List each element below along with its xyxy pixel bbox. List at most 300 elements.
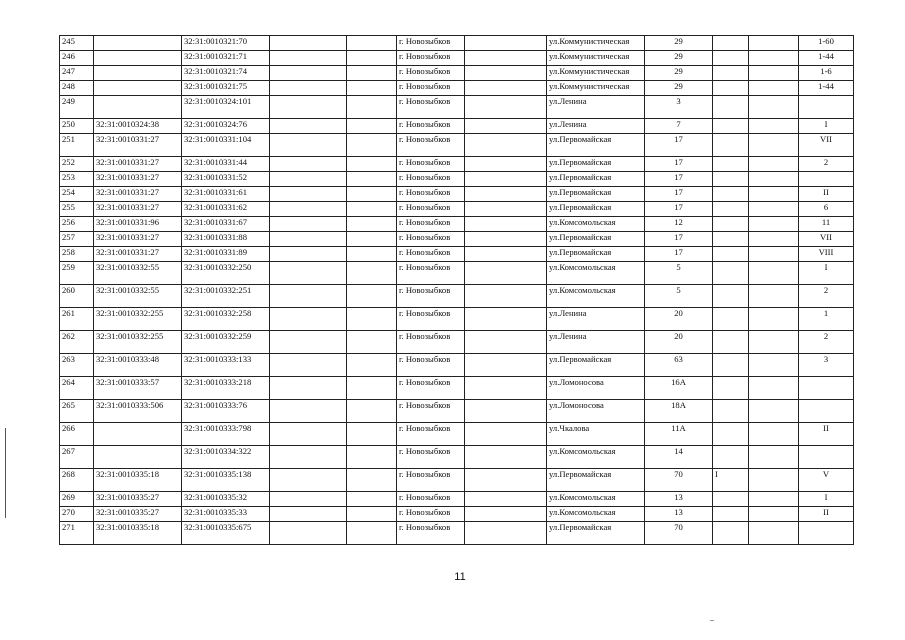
cell-row-number: 257 [60, 232, 94, 247]
cell-row-number: 269 [60, 492, 94, 507]
cell-blank-11 [749, 51, 799, 66]
cell-premises-number: 2 [799, 285, 854, 308]
cell-blank-5 [347, 51, 397, 66]
cell-blank-7 [465, 36, 547, 51]
table-row [60, 331, 854, 354]
cell-row-number: 255 [60, 202, 94, 217]
cell-house-number: 17 [645, 232, 713, 247]
cell-blank-4 [270, 157, 347, 172]
cell-row-number: 262 [60, 331, 94, 354]
cell-blank-7 [465, 492, 547, 507]
cell-blank-4 [270, 423, 347, 446]
cell-building: I [713, 469, 749, 492]
cell-blank-4 [270, 81, 347, 96]
cell-premises-number: II [799, 423, 854, 446]
cell-blank-11 [749, 469, 799, 492]
page-number: 11 [454, 571, 466, 583]
cell-parent-cadastral [94, 36, 182, 51]
cell-blank-5 [347, 81, 397, 96]
cell-blank-11 [749, 331, 799, 354]
cell-parent-cadastral: 32:31:0010333:57 [94, 377, 182, 400]
cell-street: ул.Коммунистическая [547, 36, 645, 51]
table-row [60, 492, 854, 507]
cell-blank-7 [465, 469, 547, 492]
table-row [60, 423, 854, 446]
cell-street: ул.Ленина [547, 119, 645, 134]
cell-premises-number: VII [799, 232, 854, 247]
cell-cadastral-number: 32:31:0010331:62 [182, 202, 270, 217]
cell-city: г. Новозыбков [397, 446, 465, 469]
cell-street: ул.Комсомольская [547, 507, 645, 522]
cell-blank-7 [465, 446, 547, 469]
cell-street: ул.Первомайская [547, 469, 645, 492]
cell-blank-11 [749, 157, 799, 172]
cell-blank-7 [465, 217, 547, 232]
cell-blank-7 [465, 134, 547, 157]
cell-row-number: 267 [60, 446, 94, 469]
cell-premises-number: 1-44 [799, 81, 854, 96]
cell-street: ул.Ленина [547, 308, 645, 331]
cell-house-number: 18А [645, 400, 713, 423]
cell-blank-11 [749, 217, 799, 232]
cell-blank-5 [347, 172, 397, 187]
cell-building [713, 36, 749, 51]
cell-cadastral-number: 32:31:0010335:675 [182, 522, 270, 545]
cell-street: ул.Первомайская [547, 187, 645, 202]
cell-parent-cadastral: 32:31:0010333:48 [94, 354, 182, 377]
cell-blank-11 [749, 36, 799, 51]
cell-city: г. Новозыбков [397, 492, 465, 507]
cell-blank-7 [465, 400, 547, 423]
cell-blank-5 [347, 36, 397, 51]
cell-house-number: 20 [645, 308, 713, 331]
register-sheet [59, 35, 853, 545]
cell-street: ул.Первомайская [547, 172, 645, 187]
cell-house-number: 29 [645, 81, 713, 96]
cell-row-number: 247 [60, 66, 94, 81]
cell-cadastral-number: 32:31:0010321:71 [182, 51, 270, 66]
cell-building [713, 400, 749, 423]
cell-premises-number: 11 [799, 217, 854, 232]
cell-house-number: 12 [645, 217, 713, 232]
cell-city: г. Новозыбков [397, 285, 465, 308]
cell-row-number: 270 [60, 507, 94, 522]
cell-blank-7 [465, 262, 547, 285]
cell-blank-11 [749, 247, 799, 262]
table-row [60, 81, 854, 96]
cell-blank-7 [465, 66, 547, 81]
cell-blank-11 [749, 232, 799, 247]
cell-blank-7 [465, 522, 547, 545]
cell-blank-5 [347, 377, 397, 400]
cell-premises-number [799, 377, 854, 400]
cell-parent-cadastral: 32:31:0010335:27 [94, 492, 182, 507]
cell-blank-4 [270, 247, 347, 262]
cell-house-number: 11А [645, 423, 713, 446]
cell-blank-4 [270, 354, 347, 377]
cell-city: г. Новозыбков [397, 157, 465, 172]
table-row [60, 202, 854, 217]
cell-building [713, 507, 749, 522]
cell-cadastral-number: 32:31:0010332:250 [182, 262, 270, 285]
cell-street: ул.Первомайская [547, 247, 645, 262]
table-row [60, 308, 854, 331]
cell-premises-number: VII [799, 134, 854, 157]
register-rows [60, 36, 854, 545]
cell-blank-11 [749, 285, 799, 308]
cell-blank-5 [347, 202, 397, 217]
cell-street: ул.Первомайская [547, 354, 645, 377]
cell-parent-cadastral: 32:31:0010332:55 [94, 285, 182, 308]
cell-city: г. Новозыбков [397, 187, 465, 202]
register-table [59, 35, 854, 545]
cell-cadastral-number: 32:31:0010321:70 [182, 36, 270, 51]
cell-building [713, 377, 749, 400]
cell-house-number: 14 [645, 446, 713, 469]
cell-house-number: 13 [645, 507, 713, 522]
cell-blank-7 [465, 157, 547, 172]
cell-parent-cadastral: 32:31:0010324:38 [94, 119, 182, 134]
cell-cadastral-number: 32:31:0010331:67 [182, 217, 270, 232]
cell-premises-number: 1-6 [799, 66, 854, 81]
cell-blank-7 [465, 285, 547, 308]
cell-blank-11 [749, 400, 799, 423]
cell-blank-5 [347, 285, 397, 308]
cell-row-number: 253 [60, 172, 94, 187]
cell-blank-7 [465, 172, 547, 187]
cell-blank-5 [347, 262, 397, 285]
cell-parent-cadastral: 32:31:0010331:27 [94, 134, 182, 157]
cell-parent-cadastral: 32:31:0010335:18 [94, 469, 182, 492]
cell-blank-4 [270, 172, 347, 187]
cell-house-number: 29 [645, 66, 713, 81]
table-row [60, 400, 854, 423]
cell-row-number: 256 [60, 217, 94, 232]
cell-house-number: 16А [645, 377, 713, 400]
cell-building [713, 134, 749, 157]
cell-blank-5 [347, 507, 397, 522]
cell-blank-4 [270, 66, 347, 81]
cell-building [713, 66, 749, 81]
cell-building [713, 423, 749, 446]
table-row [60, 217, 854, 232]
table-row [60, 247, 854, 262]
cell-blank-4 [270, 119, 347, 134]
cell-building [713, 308, 749, 331]
cell-blank-4 [270, 400, 347, 423]
cell-cadastral-number: 32:31:0010331:52 [182, 172, 270, 187]
cell-blank-11 [749, 96, 799, 119]
cell-city: г. Новозыбков [397, 51, 465, 66]
cell-blank-4 [270, 96, 347, 119]
cell-blank-5 [347, 66, 397, 81]
cell-city: г. Новозыбков [397, 96, 465, 119]
cell-parent-cadastral: 32:31:0010331:27 [94, 172, 182, 187]
cell-city: г. Новозыбков [397, 331, 465, 354]
cell-row-number: 264 [60, 377, 94, 400]
cell-blank-11 [749, 66, 799, 81]
cell-house-number: 17 [645, 172, 713, 187]
cell-street: ул.Ломоносова [547, 400, 645, 423]
cell-blank-4 [270, 285, 347, 308]
cell-row-number: 263 [60, 354, 94, 377]
cell-house-number: 5 [645, 285, 713, 308]
cell-blank-7 [465, 51, 547, 66]
cell-blank-4 [270, 507, 347, 522]
cell-row-number: 252 [60, 157, 94, 172]
cell-city: г. Новозыбков [397, 119, 465, 134]
cell-premises-number: I [799, 492, 854, 507]
cell-premises-number: 6 [799, 202, 854, 217]
cell-premises-number: II [799, 187, 854, 202]
cell-cadastral-number: 32:31:0010332:258 [182, 308, 270, 331]
table-row [60, 36, 854, 51]
cell-parent-cadastral [94, 81, 182, 96]
cell-street: ул.Чкалова [547, 423, 645, 446]
cell-building [713, 187, 749, 202]
cell-house-number: 29 [645, 51, 713, 66]
cell-blank-5 [347, 96, 397, 119]
cell-blank-5 [347, 308, 397, 331]
table-row [60, 354, 854, 377]
cell-premises-number [799, 96, 854, 119]
cell-premises-number [799, 400, 854, 423]
cell-premises-number: 3 [799, 354, 854, 377]
cell-premises-number: 1 [799, 308, 854, 331]
cell-street: ул.Ленина [547, 96, 645, 119]
cell-house-number: 20 [645, 331, 713, 354]
cell-cadastral-number: 32:31:0010334:322 [182, 446, 270, 469]
cell-parent-cadastral: 32:31:0010331:96 [94, 217, 182, 232]
cell-blank-11 [749, 308, 799, 331]
cell-premises-number [799, 522, 854, 545]
cell-parent-cadastral [94, 51, 182, 66]
cell-street: ул.Первомайская [547, 202, 645, 217]
cell-blank-7 [465, 331, 547, 354]
cell-cadastral-number: 32:31:0010333:76 [182, 400, 270, 423]
cell-house-number: 17 [645, 202, 713, 217]
cell-building [713, 119, 749, 134]
cell-building [713, 492, 749, 507]
cell-blank-7 [465, 377, 547, 400]
cell-cadastral-number: 32:31:0010331:61 [182, 187, 270, 202]
cell-building [713, 81, 749, 96]
cell-blank-5 [347, 217, 397, 232]
cell-blank-5 [347, 400, 397, 423]
cell-parent-cadastral: 32:31:0010331:27 [94, 157, 182, 172]
cell-house-number: 17 [645, 157, 713, 172]
cell-row-number: 268 [60, 469, 94, 492]
cell-house-number: 17 [645, 134, 713, 157]
cell-city: г. Новозыбков [397, 262, 465, 285]
cell-blank-11 [749, 507, 799, 522]
cell-row-number: 250 [60, 119, 94, 134]
cell-cadastral-number: 32:31:0010331:44 [182, 157, 270, 172]
cell-parent-cadastral: 32:31:0010335:18 [94, 522, 182, 545]
cell-row-number: 259 [60, 262, 94, 285]
cell-cadastral-number: 32:31:0010324:101 [182, 96, 270, 119]
cell-building [713, 157, 749, 172]
cell-cadastral-number: 32:31:0010335:33 [182, 507, 270, 522]
cell-cadastral-number: 32:31:0010335:138 [182, 469, 270, 492]
cell-blank-4 [270, 36, 347, 51]
cell-row-number: 266 [60, 423, 94, 446]
cell-building [713, 285, 749, 308]
cell-row-number: 271 [60, 522, 94, 545]
cell-city: г. Новозыбков [397, 134, 465, 157]
cell-building [713, 522, 749, 545]
cell-premises-number: 2 [799, 157, 854, 172]
cell-blank-11 [749, 522, 799, 545]
table-row [60, 134, 854, 157]
cell-row-number: 261 [60, 308, 94, 331]
cell-parent-cadastral: 32:31:0010332:255 [94, 331, 182, 354]
table-row [60, 232, 854, 247]
cell-blank-7 [465, 202, 547, 217]
cell-parent-cadastral: 32:31:0010331:27 [94, 202, 182, 217]
cell-building [713, 446, 749, 469]
cell-blank-5 [347, 446, 397, 469]
scan-edge-mark [5, 428, 6, 518]
cell-cadastral-number: 32:31:0010335:32 [182, 492, 270, 507]
cell-city: г. Новозыбков [397, 354, 465, 377]
cell-blank-5 [347, 423, 397, 446]
cell-blank-4 [270, 331, 347, 354]
cell-blank-5 [347, 492, 397, 507]
cell-blank-11 [749, 134, 799, 157]
cell-cadastral-number: 32:31:0010331:88 [182, 232, 270, 247]
cell-row-number: 260 [60, 285, 94, 308]
cell-house-number: 70 [645, 522, 713, 545]
cell-row-number: 245 [60, 36, 94, 51]
cell-street: ул.Первомайская [547, 522, 645, 545]
cell-blank-4 [270, 377, 347, 400]
cell-premises-number: II [799, 507, 854, 522]
table-row [60, 262, 854, 285]
cell-blank-5 [347, 157, 397, 172]
cell-blank-7 [465, 119, 547, 134]
table-row [60, 522, 854, 545]
cell-building [713, 262, 749, 285]
cell-cadastral-number: 32:31:0010331:104 [182, 134, 270, 157]
cell-blank-4 [270, 308, 347, 331]
cell-city: г. Новозыбков [397, 66, 465, 81]
cell-parent-cadastral: 32:31:0010331:27 [94, 232, 182, 247]
cell-city: г. Новозыбков [397, 36, 465, 51]
cell-cadastral-number: 32:31:0010332:251 [182, 285, 270, 308]
cell-cadastral-number: 32:31:0010324:76 [182, 119, 270, 134]
cell-premises-number [799, 446, 854, 469]
cell-blank-7 [465, 308, 547, 331]
cell-blank-11 [749, 81, 799, 96]
cell-blank-7 [465, 96, 547, 119]
cell-blank-11 [749, 354, 799, 377]
table-row [60, 377, 854, 400]
cell-blank-4 [270, 522, 347, 545]
cell-house-number: 63 [645, 354, 713, 377]
table-row [60, 96, 854, 119]
cell-city: г. Новозыбков [397, 247, 465, 262]
cell-premises-number [799, 172, 854, 187]
table-row [60, 507, 854, 522]
cell-cadastral-number: 32:31:0010333:798 [182, 423, 270, 446]
cell-street: ул.Коммунистическая [547, 66, 645, 81]
cell-blank-5 [347, 354, 397, 377]
cell-street: ул.Коммунистическая [547, 81, 645, 96]
cell-blank-5 [347, 232, 397, 247]
cell-row-number: 265 [60, 400, 94, 423]
cell-blank-4 [270, 232, 347, 247]
cell-parent-cadastral: 32:31:0010332:55 [94, 262, 182, 285]
cell-blank-4 [270, 492, 347, 507]
cell-parent-cadastral [94, 446, 182, 469]
cell-street: ул.Ломоносова [547, 377, 645, 400]
cell-parent-cadastral: 32:31:0010333:506 [94, 400, 182, 423]
cell-blank-5 [347, 331, 397, 354]
cell-premises-number: VIII [799, 247, 854, 262]
cell-house-number: 17 [645, 187, 713, 202]
cell-blank-5 [347, 522, 397, 545]
cell-blank-5 [347, 469, 397, 492]
cell-row-number: 254 [60, 187, 94, 202]
cell-house-number: 70 [645, 469, 713, 492]
cell-premises-number: I [799, 262, 854, 285]
cell-street: ул.Первомайская [547, 157, 645, 172]
cell-blank-7 [465, 507, 547, 522]
cell-street: ул.Комсомольская [547, 217, 645, 232]
table-row [60, 66, 854, 81]
cell-house-number: 3 [645, 96, 713, 119]
cell-city: г. Новозыбков [397, 81, 465, 96]
cell-building [713, 354, 749, 377]
cell-city: г. Новозыбков [397, 507, 465, 522]
cell-city: г. Новозыбков [397, 172, 465, 187]
cell-blank-5 [347, 119, 397, 134]
cell-city: г. Новозыбков [397, 202, 465, 217]
cell-house-number: 5 [645, 262, 713, 285]
cell-cadastral-number: 32:31:0010333:133 [182, 354, 270, 377]
cell-blank-11 [749, 492, 799, 507]
cell-blank-4 [270, 446, 347, 469]
cell-parent-cadastral [94, 96, 182, 119]
table-row [60, 172, 854, 187]
cell-blank-11 [749, 119, 799, 134]
cell-cadastral-number: 32:31:0010333:218 [182, 377, 270, 400]
cell-building [713, 331, 749, 354]
cell-blank-11 [749, 202, 799, 217]
cell-row-number: 248 [60, 81, 94, 96]
cell-premises-number: 2 [799, 331, 854, 354]
cell-premises-number: 1-60 [799, 36, 854, 51]
cell-blank-7 [465, 354, 547, 377]
cell-blank-4 [270, 187, 347, 202]
cell-street: ул.Коммунистическая [547, 51, 645, 66]
cell-blank-7 [465, 232, 547, 247]
cell-blank-4 [270, 217, 347, 232]
cell-blank-11 [749, 446, 799, 469]
table-row [60, 157, 854, 172]
cell-building [713, 232, 749, 247]
cell-street: ул.Ленина [547, 331, 645, 354]
cell-street: ул.Комсомольская [547, 492, 645, 507]
table-row [60, 285, 854, 308]
cell-blank-7 [465, 247, 547, 262]
cell-city: г. Новозыбков [397, 377, 465, 400]
cell-blank-5 [347, 247, 397, 262]
cell-parent-cadastral [94, 423, 182, 446]
cell-blank-11 [749, 172, 799, 187]
cell-blank-11 [749, 262, 799, 285]
